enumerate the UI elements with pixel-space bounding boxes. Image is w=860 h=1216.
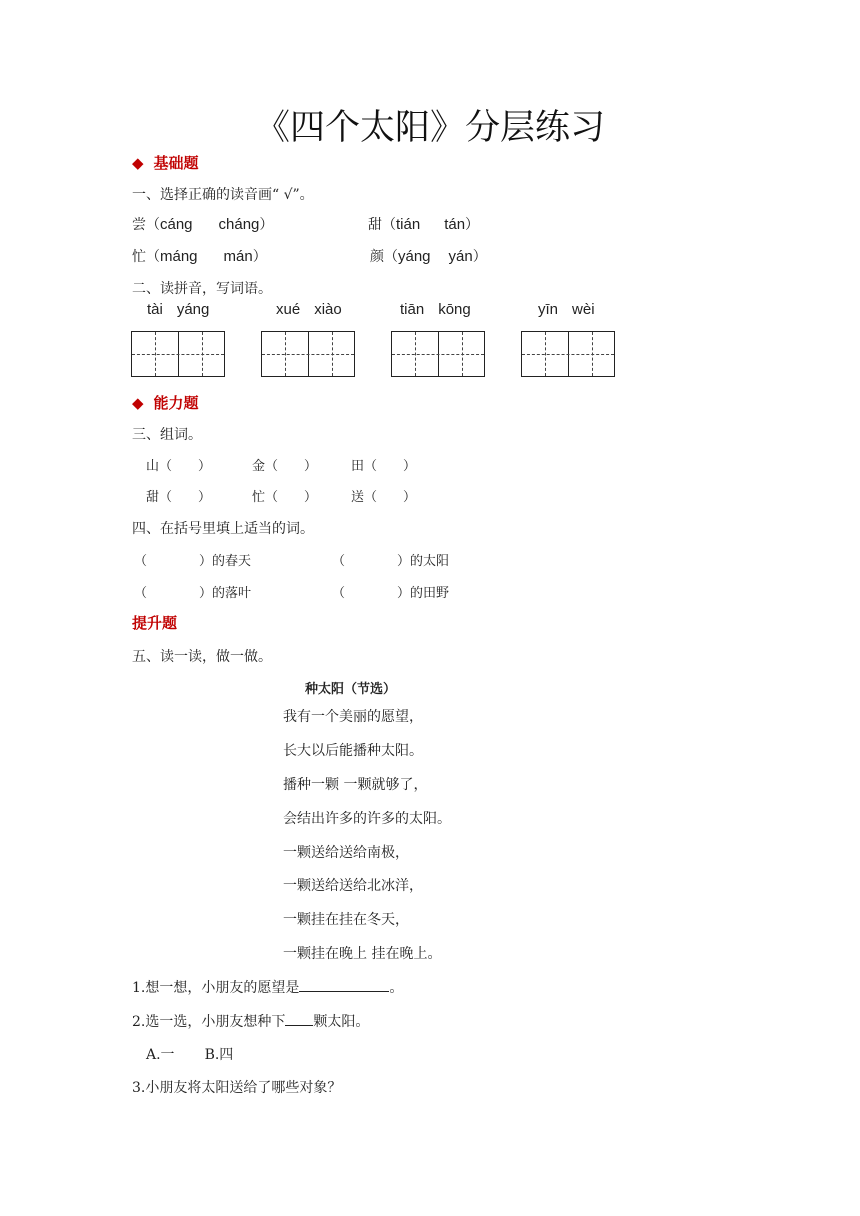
- writing-grid-3[interactable]: [391, 331, 485, 377]
- diamond-icon: ◆: [132, 154, 144, 172]
- section-ability-heading: [132, 392, 199, 413]
- section-basic-heading: [132, 152, 199, 173]
- q1-item-tian: 甜（tián tán）: [368, 216, 480, 233]
- poem-line: 播种一颗 一颗就够了，: [283, 777, 428, 793]
- q3-item: 金（ ）: [252, 459, 318, 474]
- section-advanced-heading: 提升题: [132, 614, 178, 632]
- section-ability-label: 能力题: [153, 394, 199, 412]
- q1-item-mang: 忙（máng mán）: [132, 248, 267, 265]
- writing-grid-4[interactable]: [521, 331, 615, 377]
- q2-pinyin-tiankong: tiān kōng: [400, 301, 471, 318]
- page-title: 《四个太阳》分层练习: [254, 108, 605, 148]
- q4-item: （ ）的落叶: [134, 586, 252, 601]
- writing-grid-2[interactable]: [261, 331, 355, 377]
- q5-sub2-options: [146, 1044, 233, 1064]
- q3-item: 山（ ）: [146, 459, 212, 474]
- answer-blank[interactable]: [285, 1011, 313, 1026]
- writing-grid-1[interactable]: [131, 331, 225, 377]
- poem-line: 一颗挂在挂在冬天，: [283, 912, 409, 928]
- q5-sub1: 1.想一想，小朋友的愿望是 。: [132, 977, 403, 997]
- diamond-icon: ◆: [132, 394, 144, 412]
- q5-sub3: 3.小朋友将太阳送给了哪些对象？: [132, 1080, 342, 1096]
- poem-line: 一颗挂在晚上 挂在晚上。: [283, 946, 442, 962]
- poem-line: 会结出许多的许多的太阳。: [283, 811, 451, 827]
- q1-item-yan: 颜（yáng yán）: [370, 248, 487, 265]
- q2-pinyin-taiyang: tài yáng: [147, 301, 210, 318]
- q4-prompt: 四、在括号里填上适当的词。: [132, 521, 314, 537]
- q5-prompt: 五、读一读，做一做。: [132, 649, 272, 665]
- q4-item: （ ）的太阳: [332, 554, 450, 569]
- poem-line: 一颗送给送给北冰洋，: [283, 878, 423, 894]
- q2-pinyin-yinwei: yīn wèi: [538, 301, 595, 318]
- answer-blank[interactable]: [299, 977, 389, 992]
- q1-prompt: 一、选择正确的读音画“ √”。: [132, 187, 314, 203]
- q2-pinyin-xuexiao: xué xiào: [276, 301, 342, 318]
- option-b[interactable]: B.四: [204, 1047, 234, 1063]
- poem-line: 我有一个美丽的愿望，: [283, 709, 423, 725]
- q3-item: 忙（ ）: [252, 490, 318, 505]
- q1-item-chang: 尝（cáng cháng）: [132, 216, 274, 233]
- poem-title: 种太阳（节选）: [305, 682, 397, 697]
- q2-prompt: 二、读拼音，写词语。: [132, 281, 272, 297]
- poem-line: 长大以后能播种太阳。: [283, 743, 423, 759]
- section-basic-label: 基础题: [153, 154, 199, 172]
- q3-item: 田（ ）: [351, 459, 417, 474]
- option-a[interactable]: A.一: [146, 1047, 175, 1063]
- q3-item: 送（ ）: [351, 490, 417, 505]
- q3-item: 甜（ ）: [146, 490, 212, 505]
- q4-item: （ ）的春天: [134, 554, 252, 569]
- q4-item: （ ）的田野: [332, 586, 450, 601]
- q3-prompt: 三、组词。: [132, 427, 202, 443]
- poem-line: 一颗送给送给南极，: [283, 845, 409, 861]
- q5-sub2: 2.选一选，小朋友想种下 颗太阳。: [132, 1011, 369, 1031]
